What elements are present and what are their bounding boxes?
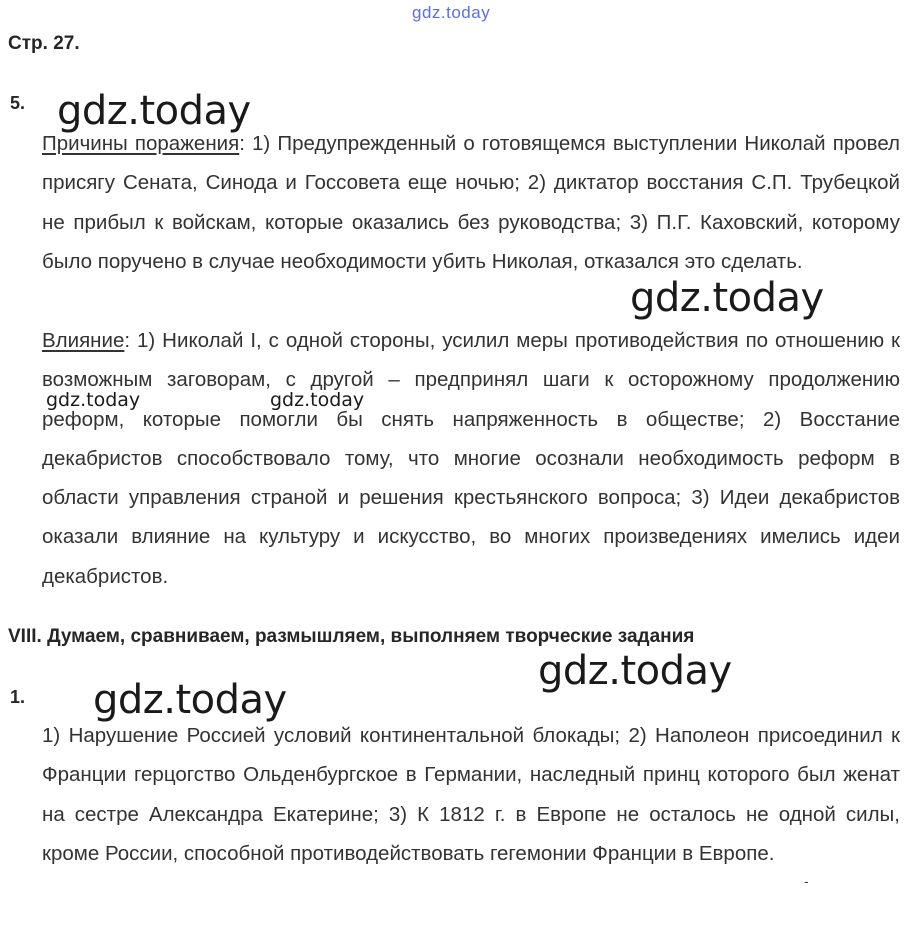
watermark: gdz.today [538, 648, 732, 694]
item-5-number: 5. [10, 93, 26, 113]
causes-label: Причины поражения [42, 132, 240, 155]
item-5-influence-paragraph [42, 321, 900, 596]
page-header: Стр. 27. [8, 33, 80, 54]
watermark: gdz.today [270, 389, 365, 411]
watermark: gdz.today [630, 275, 824, 321]
stray-mark: - [804, 873, 809, 889]
item-1-paragraph: 1) Нарушение Россией условий континентальной блокады; 2) Наполеон присоединил к Франции герцогство Ольденбургское в Германии, наследный принц которого был женат на сестре Александра Екатерине; 3) К 1812 г. в Европе не осталось не одной силы, кроме России, способной противодействовать гегемонии Франции в Европе. [42, 724, 900, 865]
watermark: gdz.today [46, 389, 141, 411]
watermark: gdz.today [93, 677, 287, 723]
influence-label: Влияние [42, 329, 125, 352]
causes-text: : 1) Предупрежденный о готовящемся выступлении Николай провел присягу Сената, Синода и Госсовета еще ночью; 2) диктатор восстания С.П. Трубецкой не прибыл к войскам, которые оказались без руководства; 3) П.Г. Каховский, которому было поручено в случае необходимости убить Николая, отказался это сделать. [42, 132, 900, 273]
section-heading: VIII. Думаем, сравниваем, размышляем, выполняем творческие задания [8, 626, 695, 647]
item-5-causes-paragraph [42, 124, 900, 281]
watermark-top: gdz.today [412, 3, 491, 22]
item-1-number: 1. [10, 687, 26, 707]
influence-text: : 1) Николай I, с одной стороны, усилил меры противодействия по отношению к возможным заговорам, с другой – предпринял шаги к осторожному продолжению реформ, которые помогли бы снять напряженность в обществе; 2) Восстание декабристов способствовало тому, что многие осознали необходимость реформ в области управления страной и решения крестьянского вопроса; 3) Идеи декабристов оказали влияние на культуру и искусство, во многих произведениях имелись идеи декабристов. [42, 329, 900, 588]
watermark: gdz.today [57, 88, 251, 134]
